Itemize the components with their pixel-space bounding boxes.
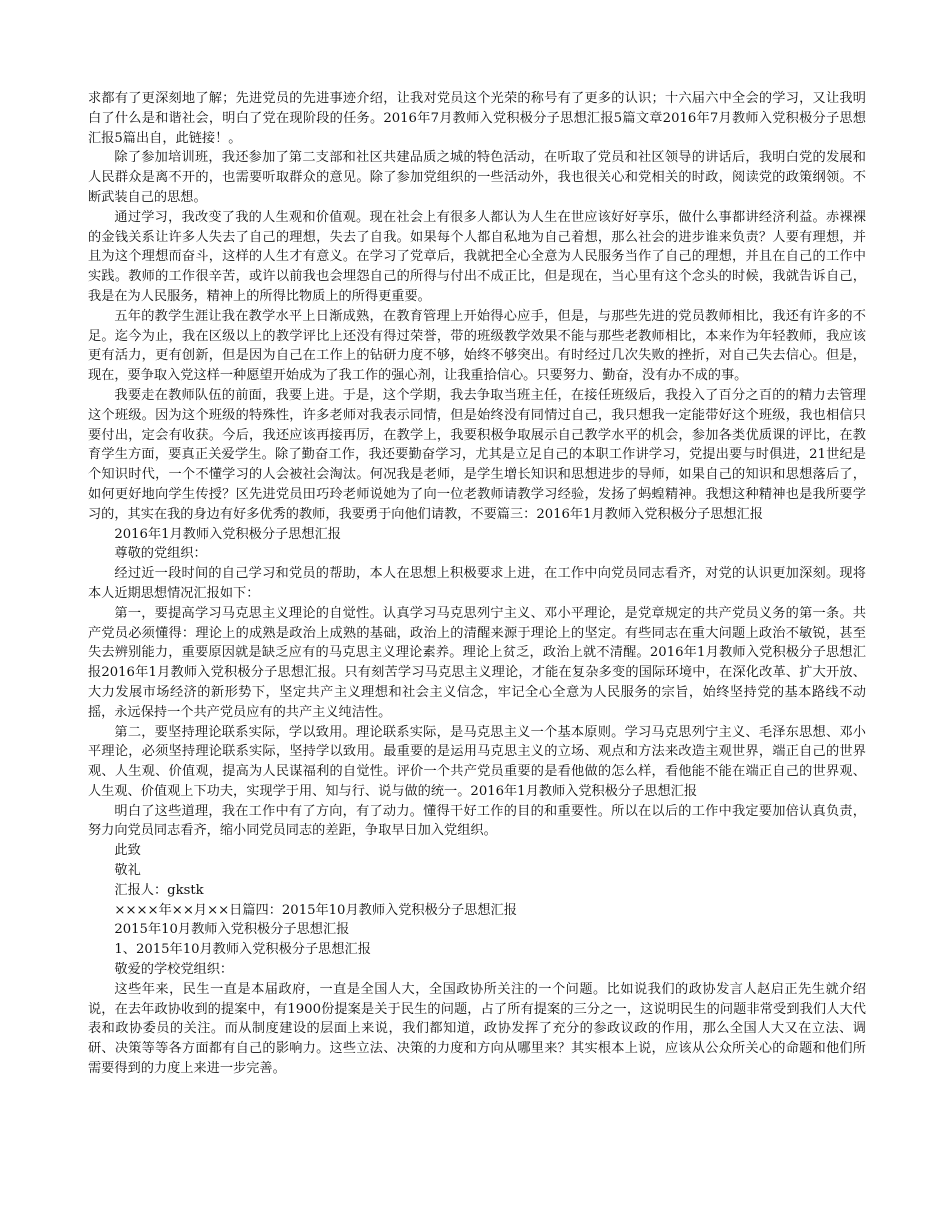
- paragraph: 明白了这些道理，我在工作中有了方向，有了动力。懂得干好工作的目的和重要性。所以在以后的工作中我定要加倍认真负责，努力向党员同志看齐，缩小同党员同志的差距，争取早日加入党组织。: [88, 803, 866, 839]
- paragraph: 经过近一段时间的自己学习和党员的帮助，本人在思想上积极要求上进，在工作中向党员同志看齐，对党的认识更加深刻。现将本人近期思想情况汇报如下：: [88, 566, 866, 601]
- document-body: [88, 89, 866, 1079]
- section-subtitle: 1、2015年10月教师入党积极分子思想汇报: [114, 942, 371, 958]
- closing-line: 敬礼: [114, 863, 141, 879]
- paragraph: 第二，要坚持理论联系实际，学以致用。理论联系实际，是马克思主义一个基本原则。学习马克思列宁主义、毛泽东思想、邓小平理论，必须坚持理论联系实际，坚持学以致用。最重要的是运用马克思主义的立场、观点和方法来改造主观世界，端正自己的世界观、人生观、价值观，提高为人民谋福利的自觉性。评价一个共产党员重要的是看他做的怎么样，看他能不能在端正自己的世界观、人生观、价值观上下功夫，实现学于用、知与行、说与做的统一。2016年1月教师入党积极分子思想汇报: [88, 724, 866, 799]
- signature-line: 汇报人：gkstk: [114, 882, 204, 898]
- date-line: ××××年××月××日篇四：2015年10月教师入党积极分子思想汇报: [114, 902, 517, 918]
- paragraph-continuation: 求都有了更深刻地了解；先进党员的先进事迹介绍，让我对党员这个光荣的称号有了更多的认识；十六届六中全会的学习，又让我明白了什么是和谐社会，明白了党在现阶段的任务。2016年7月教师入党积极分子思想汇报5篇文章2016年7月教师入党积极分子思想汇报5篇出自，此链接！。: [88, 91, 866, 146]
- paragraph: 除了参加培训班，我还参加了第二支部和社区共建品质之城的特色活动，在听取了党员和社区领导的讲话后，我明白党的发展和人民群众是离不开的，也需要听取群众的意见。除了参加党组织的一些活动外，我也很关心和党相关的时政，阅读党的政策纲领。不断武装自己的思想。: [88, 150, 866, 205]
- paragraph: 第一，要提高学习马克思主义理论的自觉性。认真学习马克思列宁主义、邓小平理论，是党章规定的共产党员义务的第一条。共产党员必须懂得：理论上的成熟是政治上成熟的基础，政治上的清醒来源于理论上的坚定。有些同志在重大问题上政治不敏锐，甚至失去辨别能力，重要原因就是缺乏应有的马克思主义理论素养。理论上贫乏，政治上就不清醒。2016年1月教师入党积极分子思想汇报2016年1月教师入党积极分子思想汇报。只有刻苦学习马克思主义理论，才能在复杂多变的国际环境中，在深化改革、扩大开放、大力发展市场经济的新形势下，坚定共产主义理想和社会主义信念，牢记全心全意为人民服务的宗旨，始终坚持党的基本路线不动摇，永远保持一个共产党员应有的共产主义纯洁性。: [88, 605, 866, 720]
- salutation: 敬爱的学校党组织：: [114, 962, 234, 978]
- paragraph: 通过学习，我改变了我的人生观和价值观。现在社会上有很多人都认为人生在世应该好好享乐，做什么事都讲经济利益。赤裸裸的金钱关系让许多人失去了自己的理想，失去了自我。如果每个人都自私地为自己着想，那么社会的进步谁来负责？人要有理想，并且为这个理想而奋斗，这样的人生才有意义。在学习了党章后，我就把全心全意为人民服务当作了自己的理想，并且在自己的工作中实践。教师的工作很辛苦，或许以前我也会埋怨自己的所得与付出不成正比，但是现在，当心里有这个念头的时候，我就告诉自己，我是在为人民服务，精神上的所得比物质上的所得更重要。: [88, 209, 866, 304]
- salutation: 尊敬的党组织：: [114, 546, 207, 562]
- paragraph: 五年的教学生涯让我在教学水平上日渐成熟，在教育管理上开始得心应手，但是，与那些先进的党员教师相比，我还有许多的不足。迄今为止，我在区级以上的教学评比上还没有得过荣誉，带的班级教学效果不能与那些老教师相比，本来作为年轻教师，我应该更有活力，更有创新，但是因为自己在工作上的钻研力度不够，始终不够突出。有时经过几次失败的挫折，对自己失去信心。但是，现在，要争取入党这样一种愿望开始成为了我工作的强心剂，让我重拾信心。只要努力、勤奋，没有办不成的事。: [88, 308, 866, 384]
- paragraph: 这些年来，民生一直是本届政府，一直是全国人大，全国政协所关注的一个问题。比如说我们的政协发言人赵启正先生就介绍说，在去年政协收到的提案中，有1900份提案是关于民生的问题，占了所有提案的三分之一，这说明民生的问题非常受到我们人大代表和政协委员的关注。而从制度建设的层面上来说，我们都知道，政协发挥了充分的参政议政的作用，那么全国人大又在立法、调研、决策等等各方面都有自己的影响力。这些立法、决策的力度和方向从哪里来？其实根本上说，应该从公众所关心的命题和他们所需要得到的力度上来进一步完善。: [88, 981, 866, 1077]
- section-title: 2015年10月教师入党积极分子思想汇报: [114, 922, 350, 938]
- closing-line: 此致: [114, 843, 141, 859]
- section-title: 2016年1月教师入党积极分子思想汇报: [114, 526, 341, 542]
- paragraph: 我要走在教师队伍的前面，我要上进。于是，这个学期，我去争取当班主任，在接任班级后，我投入了百分之百的的精力去管理这个班级。因为这个班级的特殊性，许多老师对我表示同情，但是始终没有同情过自己，我只想我一定能带好这个班级，我也相信只要付出，定会有收获。今后，我还应该再接再厉，在教学上，我要积极争取展示自己教学水平的机会，参加各类优质课的评比，在教育学生方面，要真正关爱学生。除了勤奋工作，我还要勤奋学习，尤其是立足自己的本职工作讲学习，党提出要与时俱进，21世纪是个知识时代，一个不懂学习的人会被社会淘汰。何况我是老师，是学生增长知识和思想进步的导师，如果自己的知识和思想落后了，如何更好地向学生传授？区先进党员田巧玲老师说她为了向一位老教师请教学习经验，发扬了蚂蝗精神。我想这种精神也是我所要学习的，其实在我的身边有好多优秀的教师，我要勇于向他们请教，不要篇三：2016年1月教师入党积极分子思想汇报: [88, 387, 866, 522]
